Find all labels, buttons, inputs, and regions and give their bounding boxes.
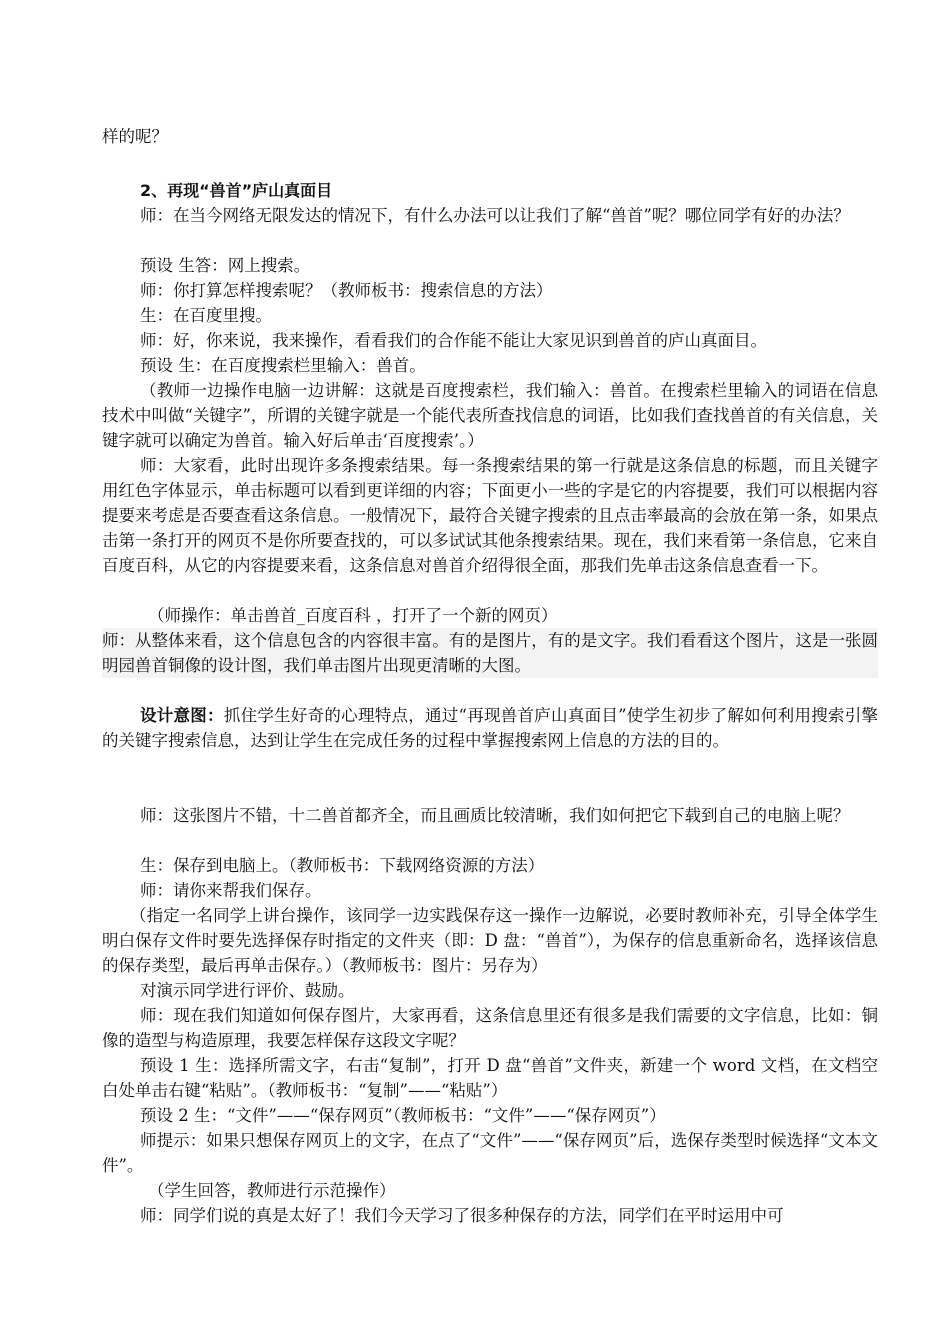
paragraph: 师：现在我们知道如何保存图片，大家再看，这条信息里还有很多是我们需要的文字信息，比如：铜像的造型与构造原理，我要怎样保存这段文字呢？ — [102, 1006, 878, 1050]
paragraph: 师：你打算怎样搜索呢？（教师板书：搜索信息的方法） — [140, 281, 553, 300]
paragraph: 师：在当今网络无限发达的情况下，有什么办法可以让我们了解“兽首”呢？哪位同学有好的办法？ — [140, 206, 850, 225]
design-intent-text: 抓住学生好奇的心理特点，通过“再现兽首庐山真面目”使学生初步了解如何利用搜索引擎的关键字搜索信息，达到让学生在完成任务的过程中掌握搜索网上信息的方法的目的。 — [102, 706, 879, 750]
paragraph: 生：在百度里搜。 — [140, 306, 272, 325]
paragraph: 预设 生答：网上搜索。 — [140, 256, 311, 275]
paragraph: 师提示：如果只想保存网页上的文字，在点了“文件”——“保存网页”后，选保存类型时候选择“文本文件”。 — [102, 1131, 878, 1175]
design-intent-paragraph — [102, 703, 878, 753]
paragraph: 预设 生：在百度搜索栏里输入：兽首。 — [140, 356, 426, 375]
paragraph: 预设 1 生：选择所需文字，右击“复制”，打开 D 盘“兽首”文件夹，新建一个 word 文档，在文档空白处单击右键“粘贴”。（教师板书：“复制”——“粘贴”） — [102, 1056, 878, 1100]
paragraph: （学生回答，教师进行示范操作） — [148, 1181, 396, 1200]
paragraph: 预设 2 生：“文件”——“保存网页”（教师板书：“文件”——“保存网页”） — [140, 1106, 666, 1125]
paragraph: 师：请你来帮我们保存。 — [140, 881, 322, 900]
paragraph: 师：同学们说的真是太好了！我们今天学习了很多种保存的方法，同学们在平时运用中可 — [140, 1206, 784, 1225]
highlighted-paragraph: 师：从整体来看，这个信息包含的内容很丰富。有的是图片，有的是文字。我们看看这个图片，这是一张圆明园兽首铜像的设计图，我们单击图片出现更清晰的大图。 — [102, 628, 878, 678]
paragraph: 师：大家看，此时出现许多条搜索结果。每一条搜索结果的第一行就是这条信息的标题，而且关键字用红色字体显示，单击标题可以看到更详细的内容；下面更小一些的字是它的内容提要，我们可以根据内容提要来考虑是否要查看这条信息。一般情况下，最符合关键字搜索的且点击率最高的会放在第一条，如果点击第一条打开的网页不是你所要查找的，可以多试试其他条搜索结果。现在，我们来看第一条信息，它来自百度百科，从它的内容提要来看，这条信息对兽首介绍得很全面，那我们先单击这条信息查看一下。 — [102, 456, 878, 575]
paragraph: （教师一边操作电脑一边讲解：这就是百度搜索栏，我们输入：兽首。在搜索栏里输入的词语在信息技术中叫做“关键字”，所谓的关键字就是一个能代表所查找信息的词语，比如我们查找兽首的有关信息，关键字就可以确定为兽首。输入好后单击‘百度搜索’。） — [102, 381, 878, 450]
paragraph: 师：这张图片不错，十二兽首都齐全，而且画质比较清晰，我们如何把它下载到自己的电脑上呢？ — [140, 806, 850, 825]
paragraph: 样的呢？ — [102, 127, 168, 146]
paragraph: （指定一名同学上讲台操作，该同学一边实践保存这一操作一边解说，必要时教师补充，引导全体学生明白保存文件时要先选择保存时指定的文件夹（即：D 盘：“兽首”），为保存的信息重新命名，选择该信息的保存类型，最后再单击保存。）（教师板书：图片：另存为） — [102, 906, 878, 975]
paragraph: 生：保存到电脑上。（教师板书：下载网络资源的方法） — [140, 856, 545, 875]
paragraph: 师：好，你来说，我来操作，看看我们的合作能不能让大家见识到兽首的庐山真面目。 — [140, 331, 767, 350]
design-intent-label: 设计意图： — [140, 706, 224, 725]
paragraph: 对演示同学进行评价、鼓励。 — [140, 981, 355, 1000]
paragraph: （师操作：单击兽首_百度百科 ，打开了一个新的网页） — [148, 606, 558, 625]
section-heading: 2、再现“兽首”庐山真面目 — [140, 181, 333, 200]
